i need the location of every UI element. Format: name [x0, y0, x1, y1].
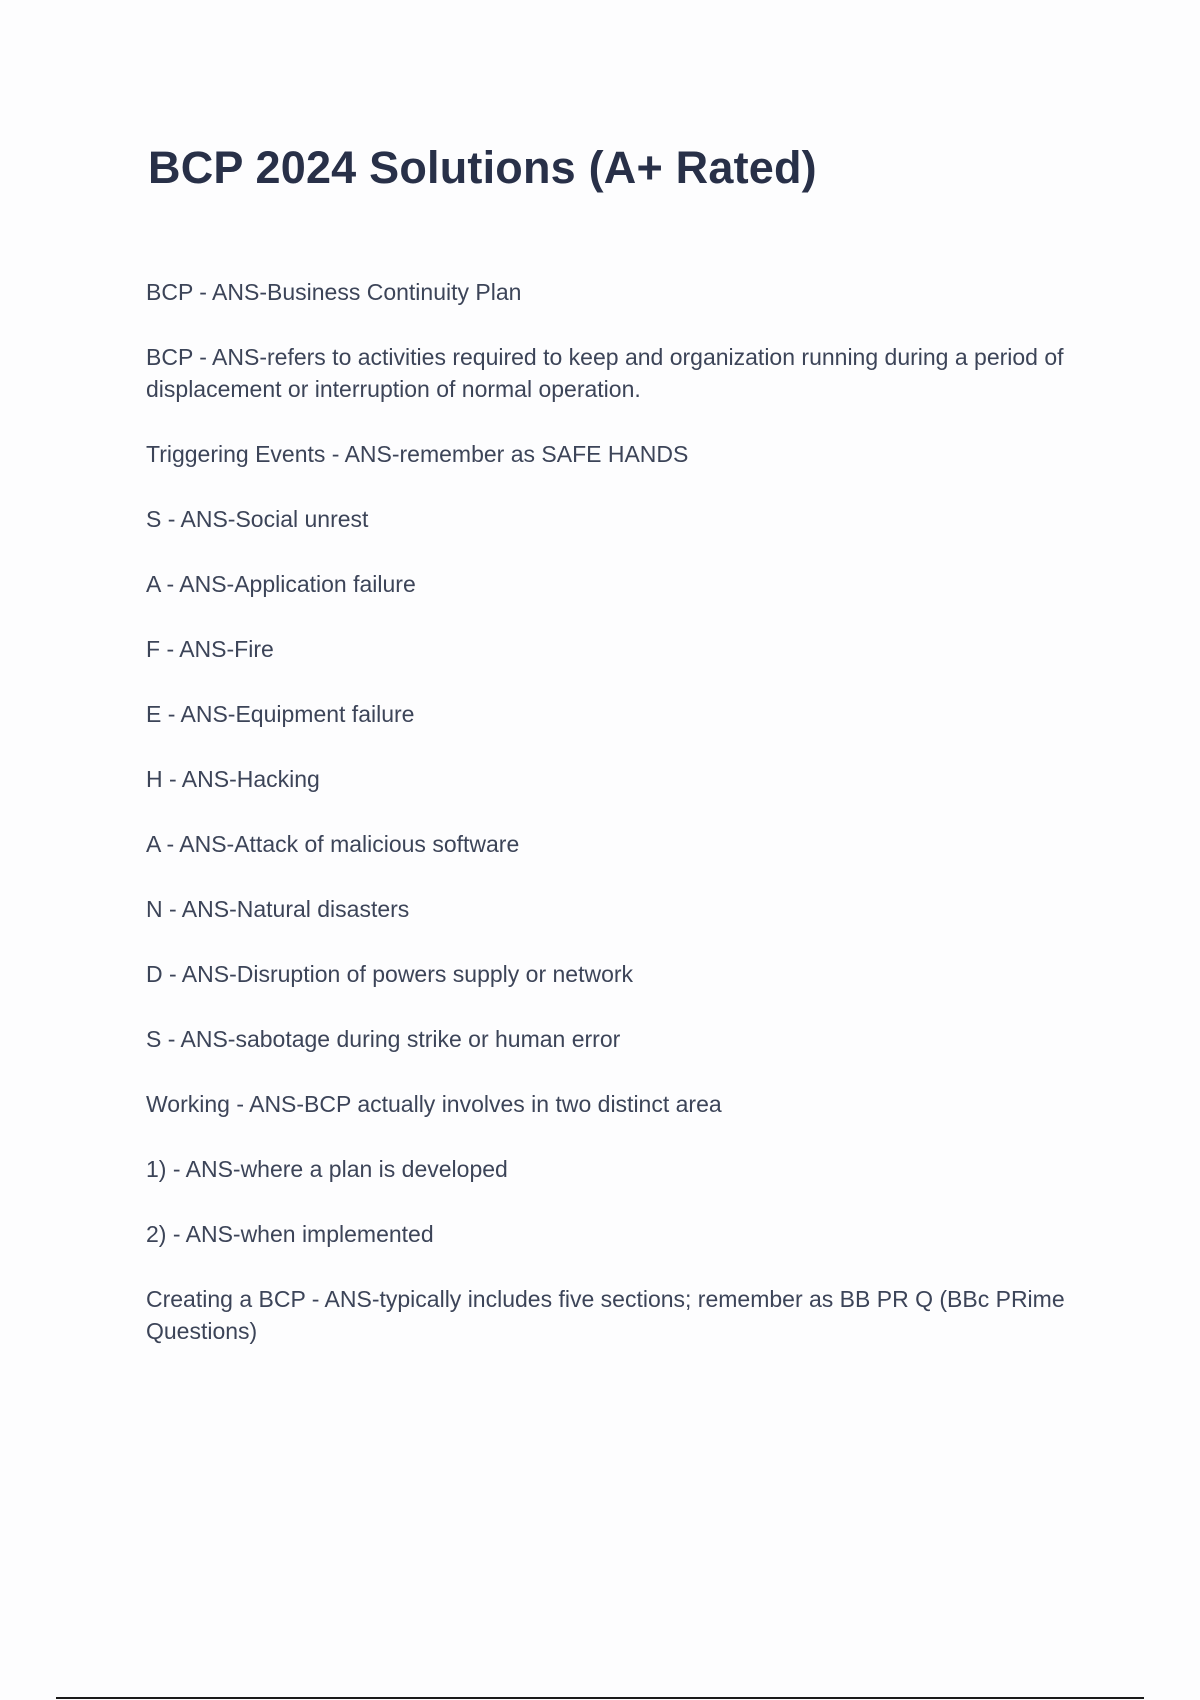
qa-item: 1) - ANS-where a plan is developed	[146, 1156, 508, 1182]
qa-item: D - ANS-Disruption of powers supply or network	[146, 961, 634, 987]
qa-item: A - ANS-Attack of malicious software	[146, 831, 520, 857]
qa-item: E - ANS-Equipment failure	[146, 701, 415, 727]
qa-item: Triggering Events - ANS-remember as SAFE HANDS	[146, 441, 689, 467]
qa-item: Creating a BCP - ANS-typically includes five sections; remember as BB PR Q (BBc PRime Questions)	[146, 1286, 1065, 1344]
qa-item: S - ANS-sabotage during strike or human error	[146, 1026, 621, 1052]
footer-divider	[56, 1697, 1144, 1699]
qa-item: Working - ANS-BCP actually involves in two distinct area	[146, 1091, 722, 1117]
page-title: BCP 2024 Solutions (A+ Rated)	[148, 142, 817, 193]
qa-item: 2) - ANS-when implemented	[146, 1221, 434, 1247]
qa-item: H - ANS-Hacking	[146, 766, 320, 792]
qa-item: BCP - ANS-Business Continuity Plan	[146, 279, 522, 305]
qa-item: S - ANS-Social unrest	[146, 506, 369, 532]
qa-item: BCP - ANS-refers to activities required to keep and organization running during a period of displacement or interruption of normal operation.	[146, 344, 1064, 402]
qa-item: F - ANS-Fire	[146, 636, 274, 662]
qa-item: A - ANS-Application failure	[146, 571, 416, 597]
qa-item: N - ANS-Natural disasters	[146, 896, 410, 922]
qa-list	[146, 276, 1096, 1380]
